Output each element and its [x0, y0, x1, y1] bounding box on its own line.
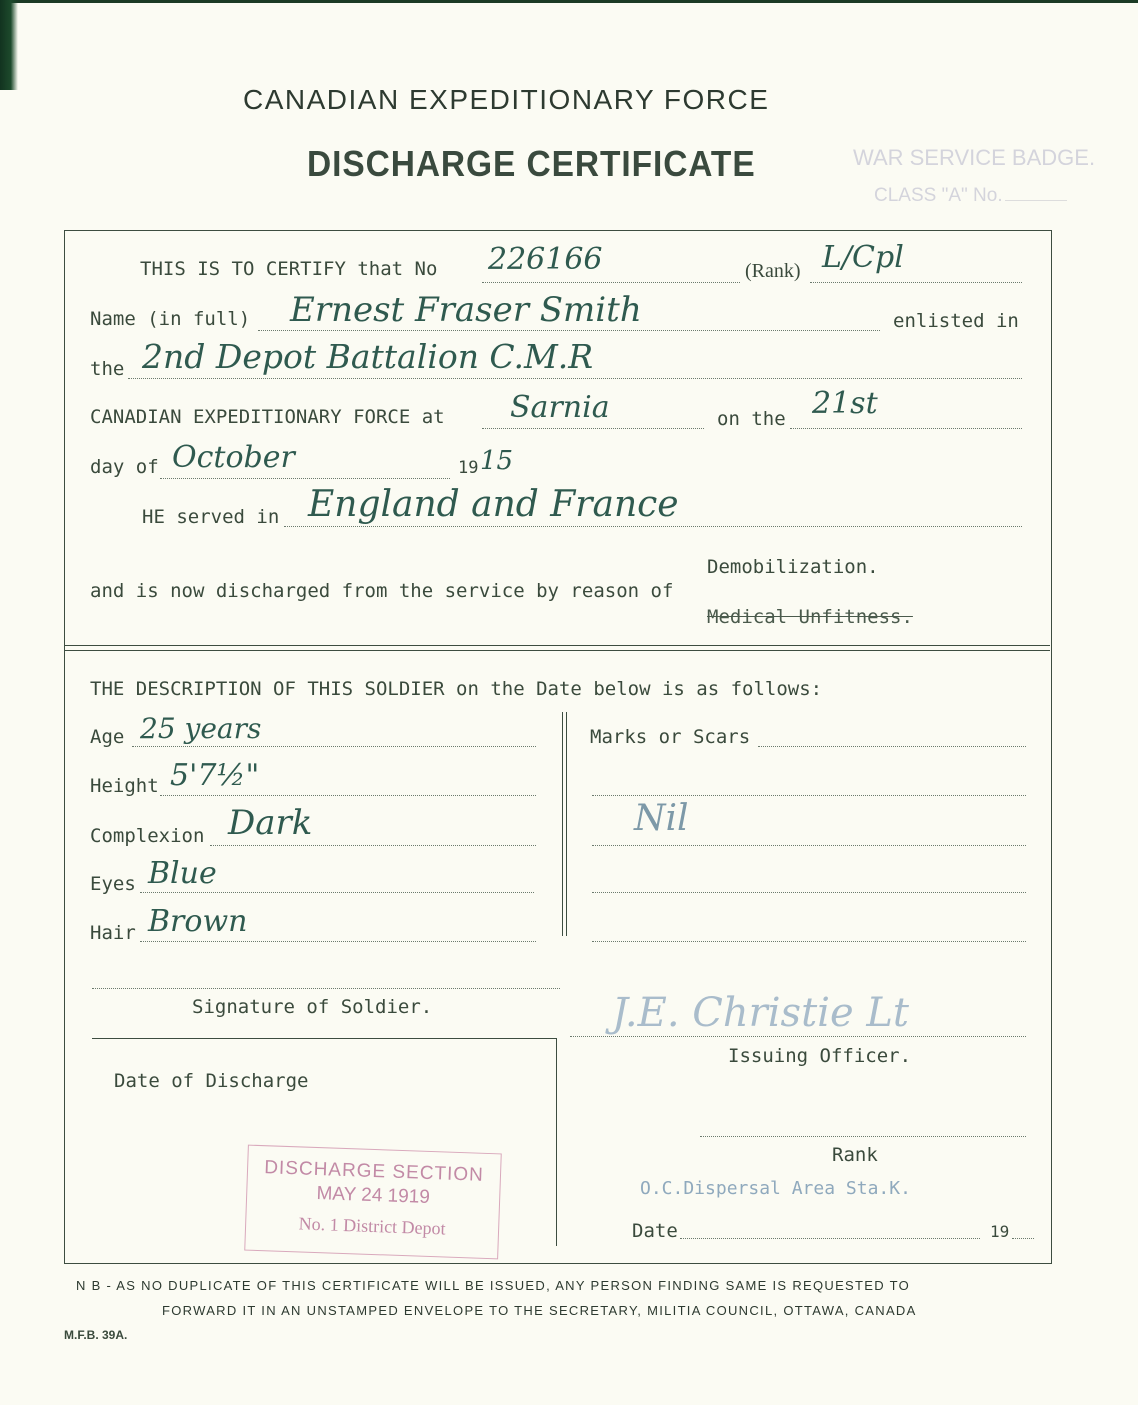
description-divider — [562, 712, 563, 936]
stamp-line-2: MAY 24 1919 — [316, 1183, 431, 1208]
marks-value: Nil — [634, 798, 689, 839]
served-in-dotted-line — [284, 526, 1022, 527]
name-dotted-line — [258, 330, 880, 331]
discharge-reason-text: and is now discharged from the service by reason of — [90, 580, 674, 602]
hair-label: Hair — [90, 922, 136, 944]
hair-value: Brown — [148, 904, 248, 939]
description-divider-double — [566, 712, 567, 936]
complexion-label: Complexion — [90, 825, 205, 847]
day-of-label: day of — [90, 456, 159, 478]
date-of-discharge-label: Date of Discharge — [114, 1070, 309, 1092]
enlistment-month: October — [172, 440, 295, 475]
height-dotted-line — [160, 795, 536, 796]
enlistment-year: 15 — [480, 446, 514, 476]
war-service-badge-label: WAR SERVICE BADGE. — [853, 145, 1096, 170]
nb-notice-line-2: FORWARD IT IN AN UNSTAMPED ENVELOPE TO THE SECRETARY, MILITIA COUNCIL, OTTAWA, CANADA — [162, 1303, 917, 1318]
force-heading: CANADIAN EXPEDITIONARY FORCE — [243, 84, 770, 115]
place-dotted-line — [482, 428, 704, 429]
reason-medical-unfitness: Medical Unfitness. — [707, 606, 913, 628]
officer-signature-line — [570, 1036, 1026, 1037]
officer-rank-label: Rank — [832, 1144, 878, 1166]
description-heading: THE DESCRIPTION OF THIS SOLDIER on the Date below is as follows: — [90, 678, 823, 700]
regimental-number: 226166 — [488, 242, 603, 277]
served-in-value: England and France — [308, 484, 679, 525]
age-label: Age — [90, 726, 125, 748]
discharge-box-top — [92, 1038, 556, 1039]
officer-signature: J.E. Christie Lt — [612, 990, 909, 1036]
form-number: M.F.B. 39A. — [64, 1328, 128, 1342]
age-value: 25 years — [140, 712, 262, 745]
stamp-line-3: No. 1 District Depot — [298, 1213, 446, 1239]
soldier-signature-line — [92, 988, 560, 989]
cef-at-label: CANADIAN EXPEDITIONARY FORCE at — [90, 406, 445, 428]
complexion-value: Dark — [228, 803, 313, 843]
hair-dotted-line — [140, 941, 536, 942]
rank-dotted-line — [810, 282, 1022, 283]
reason-demobilization: Demobilization. — [707, 556, 879, 578]
height-label: Height — [90, 775, 159, 797]
name-label: Name (in full) — [90, 308, 251, 330]
issuing-officer-label: Issuing Officer. — [728, 1045, 912, 1067]
date-label: Date — [632, 1220, 678, 1242]
rank-signature-line — [700, 1136, 1026, 1137]
month-dotted-line — [160, 478, 450, 479]
marks-dotted-line-4 — [592, 892, 1026, 893]
eyes-dotted-line — [140, 892, 534, 893]
marks-dotted-line-3 — [592, 845, 1026, 846]
eyes-value: Blue — [148, 856, 217, 891]
age-dotted-line — [132, 746, 536, 747]
marks-label: Marks or Scars — [590, 726, 751, 748]
nb-notice-line-1: N B - AS NO DUPLICATE OF THIS CERTIFICATE WILL BE ISSUED, ANY PERSON FINDING SAME IS REQUESTED TO — [76, 1278, 911, 1293]
number-dotted-line — [482, 282, 740, 283]
date-dotted-line — [680, 1238, 980, 1239]
section-divider — [64, 645, 1050, 646]
height-value: 5'7½" — [170, 758, 260, 793]
marks-dotted-line-1 — [758, 746, 1026, 747]
day-dotted-line — [790, 428, 1022, 429]
discharge-section-stamp — [244, 1145, 502, 1260]
complexion-dotted-line — [210, 845, 536, 846]
on-the-label: on the — [717, 408, 786, 430]
soldier-name: Ernest Fraser Smith — [290, 290, 642, 330]
certify-label: THIS IS TO CERTIFY that No — [140, 258, 438, 280]
enlistment-day: 21st — [812, 386, 878, 421]
rank-label: (Rank) — [745, 260, 801, 282]
served-in-label: HE served in — [142, 506, 280, 528]
date-year-dotted-line — [1012, 1238, 1034, 1239]
the-label: the — [90, 358, 125, 380]
enlistment-place: Sarnia — [510, 390, 610, 425]
eyes-label: Eyes — [90, 873, 136, 895]
certificate-title: DISCHARGE CERTIFICATE — [307, 143, 756, 184]
enlisted-in-label: enlisted in — [893, 310, 1019, 332]
unit-dotted-line — [128, 378, 1022, 379]
badge-class-label: CLASS "A" No. — [874, 185, 1067, 207]
marks-dotted-line-5 — [592, 941, 1026, 942]
unit-name: 2nd Depot Battalion C.M.R — [142, 337, 594, 376]
officer-role-stamp: O.C.Dispersal Area Sta.K. — [640, 1178, 911, 1199]
signature-of-soldier-label: Signature of Soldier. — [192, 996, 433, 1018]
marks-dotted-line-2 — [592, 795, 1026, 796]
scan-top-edge — [0, 0, 1138, 3]
stamp-line-1: DISCHARGE SECTION — [263, 1157, 485, 1186]
scan-dark-edge — [0, 0, 18, 90]
year-prefix: 19 — [458, 458, 479, 478]
section-divider-double — [64, 650, 1050, 651]
discharge-box-right — [556, 1038, 557, 1246]
rank-value: L/Cpl — [822, 240, 904, 275]
date-year-prefix: 19 — [990, 1222, 1010, 1241]
certificate-frame — [64, 230, 1052, 1264]
